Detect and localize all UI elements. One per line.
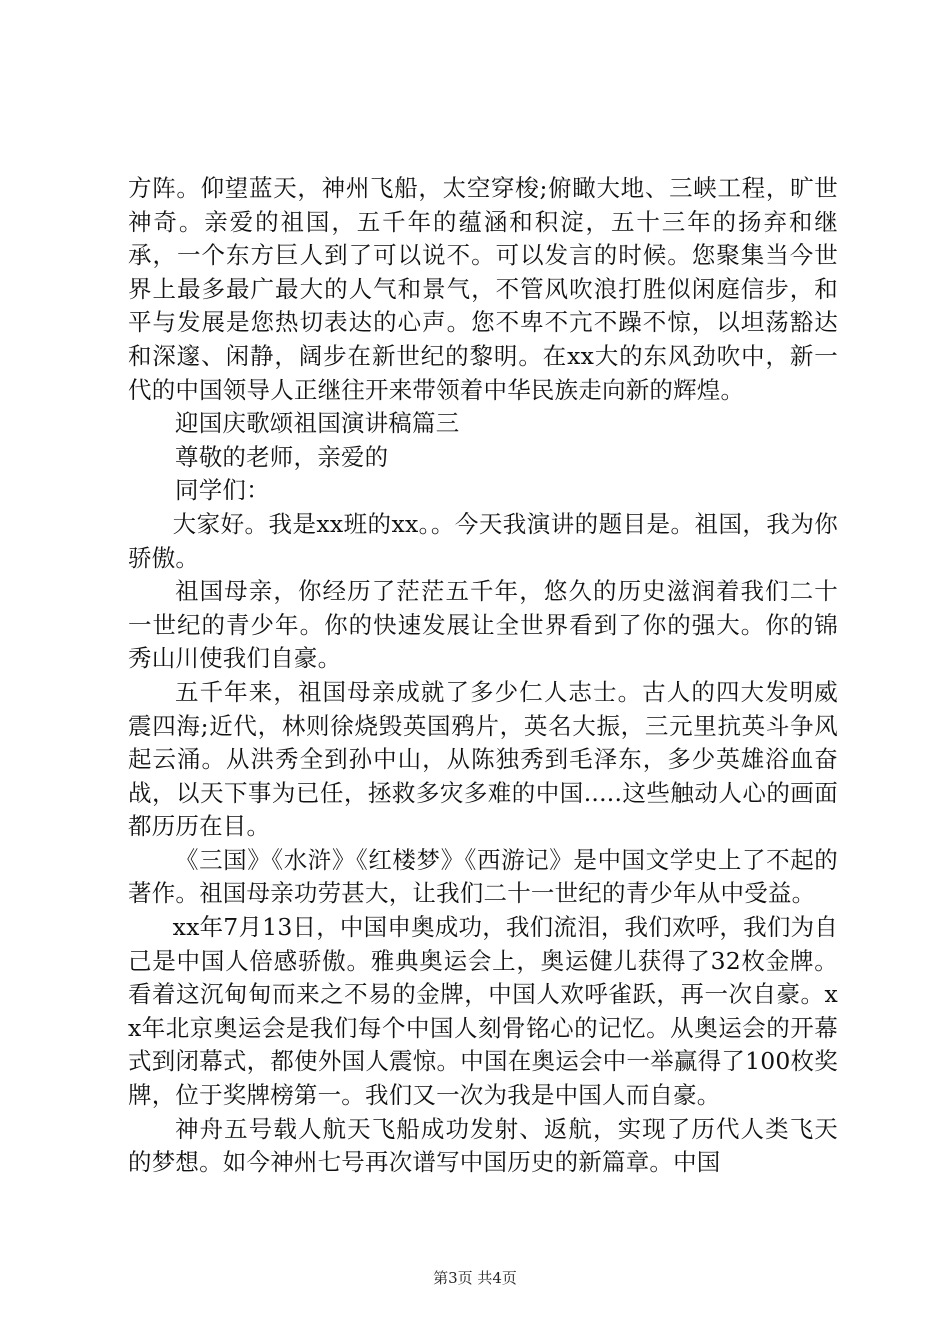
paragraph-continuation: 方阵。仰望蓝天，神州飞船，太空穿梭;俯瞰大地、三峡工程，旷世神奇。亲爱的祖国，五千年的蕴涵和积淀，五十三年的扬弃和继承，一个东方巨人到了可以说不。可以发言的时候。您聚集当今世界上最多最广最大的人气和景气，不管风吹浪打胜似闲庭信步，和平与发展是您热切表达的心声。您不卑不亢不躁不惊，以坦荡豁达和深邃、闲静，阔步在新世纪的黎明。在xx大的东风劲吹中，新一代的中国领导人正继往开来带领着中华民族走向新的辉煌。 <box>128 174 838 404</box>
salutation-line: 尊敬的老师，亲爱的 <box>175 442 389 471</box>
paragraph: 五千年来，祖国母亲成就了多少仁人志士。古人的四大发明威震四海;近代，林则徐烧毁英国鸦片，英名大振，三元里抗英斗争风起云涌。从洪秀全到孙中山，从陈独秀到毛泽东，多少英雄浴血奋战，以天下事为已任，拯救多灾多难的中国.....这些触动人心的画面都历历在目。 <box>128 677 838 841</box>
document-body <box>128 172 838 1180</box>
salutation-line: 同学们： <box>175 476 270 505</box>
paragraph: 大家好。我是xx班的xx。。今天我演讲的题目是。祖国，我为你骄傲。 <box>128 509 838 572</box>
section-heading: 迎国庆歌颂祖国演讲稿篇三 <box>175 409 460 438</box>
paragraph: 祖国母亲，你经历了茫茫五千年，悠久的历史滋润着我们二十一世纪的青少年。你的快速发展让全世界看到了你的强大。你的锦秀山川使我们自豪。 <box>128 577 838 673</box>
paragraph: 《三国》《水浒》《红楼梦》《西游记》是中国文学史上了不起的著作。祖国母亲功劳甚大，让我们二十一世纪的青少年从中受益。 <box>128 845 838 908</box>
page-number-footer: 第3页 共4页 <box>433 1269 517 1287</box>
paragraph: xx年7月13日，中国申奥成功，我们流泪，我们欢呼，我们为自己是中国人倍感骄傲。雅典奥运会上，奥运健儿获得了32枚金牌。看着这沉甸甸而来之不易的金牌，中国人欢呼雀跃，再一次自豪。xx年北京奥运会是我们每个中国人刻骨铭心的记忆。从奥运会的开幕式到闭幕式，都使外国人震惊。中国在奥运会中一举赢得了100枚奖牌，位于奖牌榜第一。我们又一次为我是中国人而自豪。 <box>128 913 838 1110</box>
paragraph: 神舟五号载人航天飞船成功发射、返航，实现了历代人类飞天的梦想。如今神州七号再次谱写中国历史的新篇章。中国 <box>128 1114 838 1177</box>
